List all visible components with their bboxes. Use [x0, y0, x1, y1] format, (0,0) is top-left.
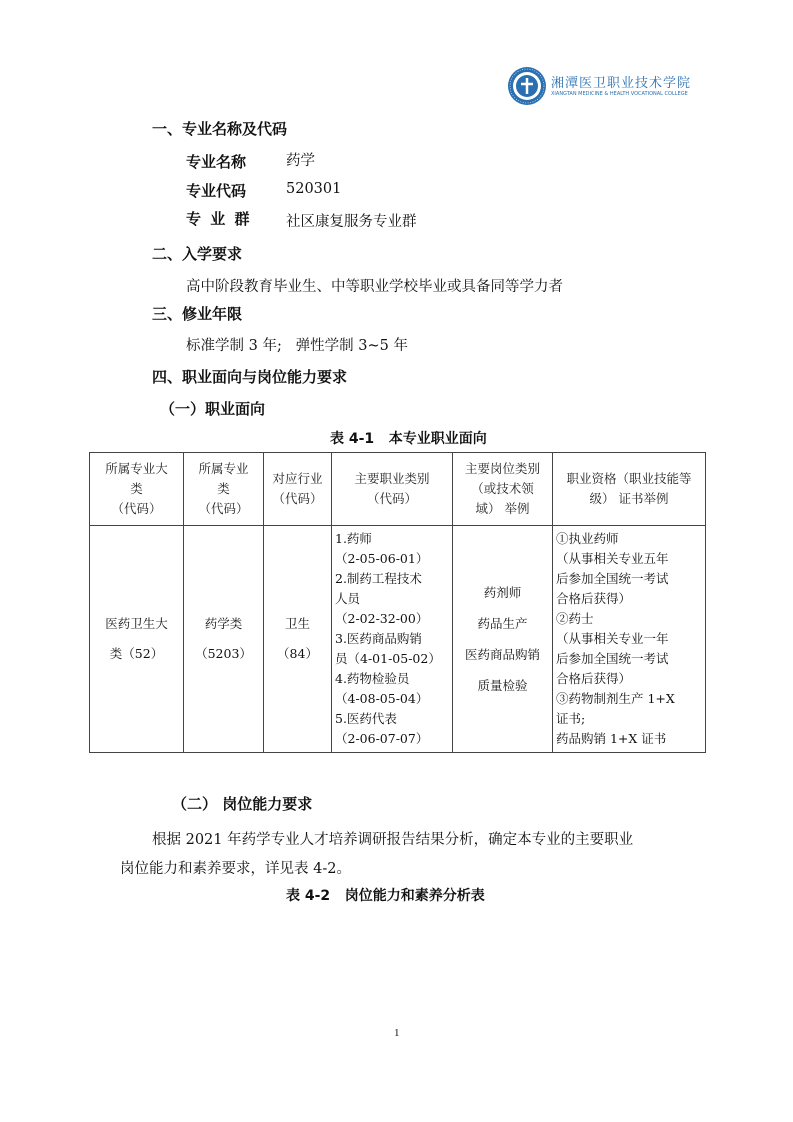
ability-paragraph-line-2: 岗位能力和素养要求，详见表 4-2。	[120, 861, 351, 877]
page-number: 1	[394, 1027, 400, 1039]
cell-major-class: 医药卫生大 类（52）	[90, 526, 184, 753]
header-position: 主要岗位类别 （或技术领 域） 举例	[453, 453, 553, 526]
cell-occupations: 1.药师 （2-05-06-01） 2.制药工程技术 人员 （2-02-32-00） 3.医药商品购销 员（4-01-05-02） 4.药物检验员 （4-08-05-04） 5.医药代表 （2-06-07-07）	[332, 526, 453, 753]
section-4-heading: 四、职业面向与岗位能力要求	[152, 368, 348, 386]
college-seal-icon	[507, 66, 547, 106]
table-row	[90, 526, 706, 753]
ability-paragraph-line-1: 根据 2021 年药学专业人才培养调研报告结果分析，确定本专业的主要职业	[152, 832, 634, 848]
major-name-value: 药学	[286, 153, 315, 169]
major-name-label: 专业名称	[186, 153, 247, 171]
major-group-value: 社区康复服务专业群	[286, 214, 417, 230]
cell-major: 药学类 （5203）	[184, 526, 264, 753]
admission-text: 高中阶段教育毕业生、中等职业学校毕业或具备同等学力者	[186, 279, 563, 295]
section-3-heading: 三、修业年限	[152, 305, 243, 323]
cell-positions: 药剂师 药品生产 医药商品购销 质量检验	[453, 526, 553, 753]
major-code-label: 专业代码	[186, 182, 247, 200]
cell-certificates: ①执业药师 （从事相关专业五年 后参加全国统一考试 合格后获得） ②药士 （从事相关专业一年 后参加全国统一考试 合格后获得） ③药物制剂生产 1+X 证书; 药品购销 1+X 证书	[553, 526, 706, 753]
subsection-ability-heading: （二） 岗位能力要求	[172, 795, 313, 813]
header-certificate: 职业资格（职业技能等 级） 证书举例	[553, 453, 706, 526]
major-code-value: 520301	[286, 181, 342, 197]
header-industry: 对应行业 （代码）	[264, 453, 332, 526]
logo-subtitle: XIANGTAN MEDICINE & HEALTH VOCATIONAL COLLEGE	[551, 91, 688, 97]
section-1-heading: 一、专业名称及代码	[152, 120, 288, 138]
duration-text: 标准学制 3 年; 弹性学制 3~5 年	[186, 338, 408, 354]
table-header-row	[90, 453, 706, 526]
header-major: 所属专业 类 （代码）	[184, 453, 264, 526]
header-occupation: 主要职业类别 （代码）	[332, 453, 453, 526]
college-logo	[507, 66, 692, 112]
cell-industry: 卫生 （84）	[264, 526, 332, 753]
section-2-heading: 二、入学要求	[152, 245, 243, 263]
career-orientation-table	[89, 452, 706, 753]
subsection-career-heading: （一）职业面向	[160, 400, 266, 418]
major-group-label: 专 业 群	[186, 210, 252, 228]
logo-title: 湘潭医卫职业技术学院	[551, 76, 692, 91]
table-4-2-caption: 表 4-2 岗位能力和素养分析表	[286, 888, 485, 904]
table-4-1-caption: 表 4-1 本专业职业面向	[330, 431, 487, 447]
header-major-class: 所属专业大 类 （代码）	[90, 453, 184, 526]
